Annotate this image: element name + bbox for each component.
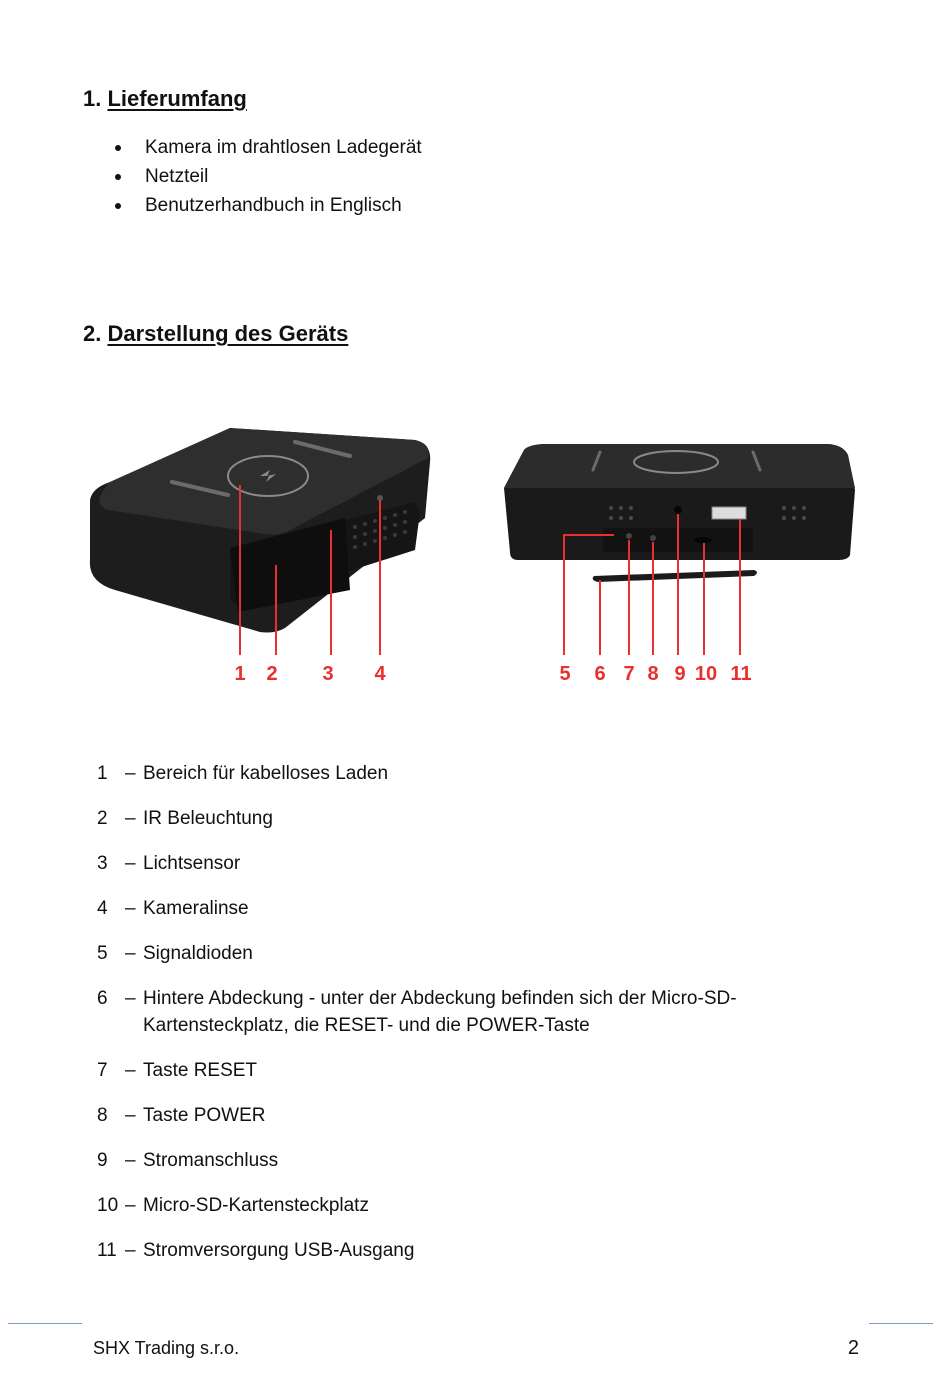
delivery-item: Netzteil	[111, 162, 422, 191]
figure-label: 1	[234, 663, 246, 685]
delivery-item: Kamera im drahtlosen Ladegerät	[111, 133, 422, 162]
legend-item: 9 – Stromanschluss	[97, 1147, 823, 1174]
legend-number: 6	[97, 988, 108, 1009]
section-2-heading	[83, 321, 348, 347]
figure-label: 4	[374, 663, 386, 685]
legend-item: 10 – Micro-SD-Kartensteckplatz	[97, 1192, 823, 1219]
section-1-heading	[83, 86, 247, 112]
legend-number: 10	[97, 1195, 119, 1216]
figure-label: 10	[694, 663, 718, 685]
legend-item: 6 – Hintere Abdeckung - unter der Abdeckung befinden sich der Micro-SD-Kartensteckplatz, die RESET- und die POWER-Taste	[97, 985, 823, 1039]
figure-label: 3	[322, 663, 334, 685]
figure-label: 7	[623, 663, 635, 685]
footer-divider-left	[8, 1323, 82, 1324]
legend-text: Signaldioden	[143, 943, 253, 964]
section-1-title: Lieferumfang	[107, 86, 247, 111]
legend-item: 7 – Taste RESET	[97, 1057, 823, 1084]
delivery-list	[111, 133, 422, 220]
legend-text: Lichtsensor	[143, 853, 241, 874]
section-2-title: Darstellung des Geräts	[107, 321, 349, 346]
legend-item: 5 – Signaldioden	[97, 940, 823, 967]
legend-text: IR Beleuchtung	[143, 808, 273, 829]
power-port	[674, 506, 682, 514]
legend-item: 8 – Taste POWER	[97, 1102, 823, 1129]
delivery-item: Benutzerhandbuch in Englisch	[111, 191, 422, 220]
legend-text: Micro-SD-Kartensteckplatz	[143, 1195, 369, 1216]
legend-text: Hintere Abdeckung - unter der Abdeckung befinden sich der Micro-SD-Kartensteckplatz, die RESET- und die POWER-Taste	[143, 988, 737, 1036]
legend-number: 11	[97, 1240, 117, 1261]
legend-item: 1 – Bereich für kabelloses Laden	[97, 760, 823, 787]
figure-label: 5	[559, 663, 571, 685]
legend-item: 4 – Kameralinse	[97, 895, 823, 922]
device-front-figure	[80, 400, 450, 700]
section-2-number: 2.	[83, 321, 102, 346]
legend-text: Stromanschluss	[143, 1150, 279, 1171]
figure-label: 2	[266, 663, 278, 685]
footer-company: SHX Trading s.r.o.	[93, 1338, 240, 1358]
legend-number: 5	[97, 943, 108, 964]
legend-text: Bereich für kabelloses Laden	[143, 763, 389, 784]
legend-text: Taste RESET	[143, 1060, 258, 1081]
sd-slot	[694, 537, 712, 543]
legend-text: Taste POWER	[143, 1105, 266, 1126]
reset-button	[626, 533, 632, 539]
figure-label: 8	[647, 663, 659, 685]
legend-number: 3	[97, 853, 108, 874]
legend-number: 7	[97, 1060, 108, 1081]
legend-number: 4	[97, 898, 108, 919]
legend-item: 3 – Lichtsensor	[97, 850, 823, 877]
usb-port	[712, 507, 746, 519]
section-1-number: 1.	[83, 86, 102, 111]
legend-item: 2 – IR Beleuchtung	[97, 805, 823, 832]
page-number: 2	[847, 1337, 859, 1359]
legend-item: 11 – Stromversorgung USB-Ausgang	[97, 1237, 823, 1264]
removed-cover	[593, 570, 757, 582]
legend-text: Stromversorgung USB-Ausgang	[143, 1240, 415, 1261]
legend-text: Kameralinse	[143, 898, 249, 919]
power-button	[650, 535, 656, 541]
component-legend	[97, 760, 823, 1282]
legend-number: 1	[97, 763, 108, 784]
footer-divider-right	[869, 1323, 933, 1324]
figure-label: 11	[730, 663, 752, 685]
legend-number: 2	[97, 808, 108, 829]
figure-label: 9	[674, 663, 686, 685]
device-back-figure	[498, 400, 868, 700]
legend-number: 8	[97, 1105, 108, 1126]
legend-number: 9	[97, 1150, 108, 1171]
figure-label: 6	[594, 663, 606, 685]
